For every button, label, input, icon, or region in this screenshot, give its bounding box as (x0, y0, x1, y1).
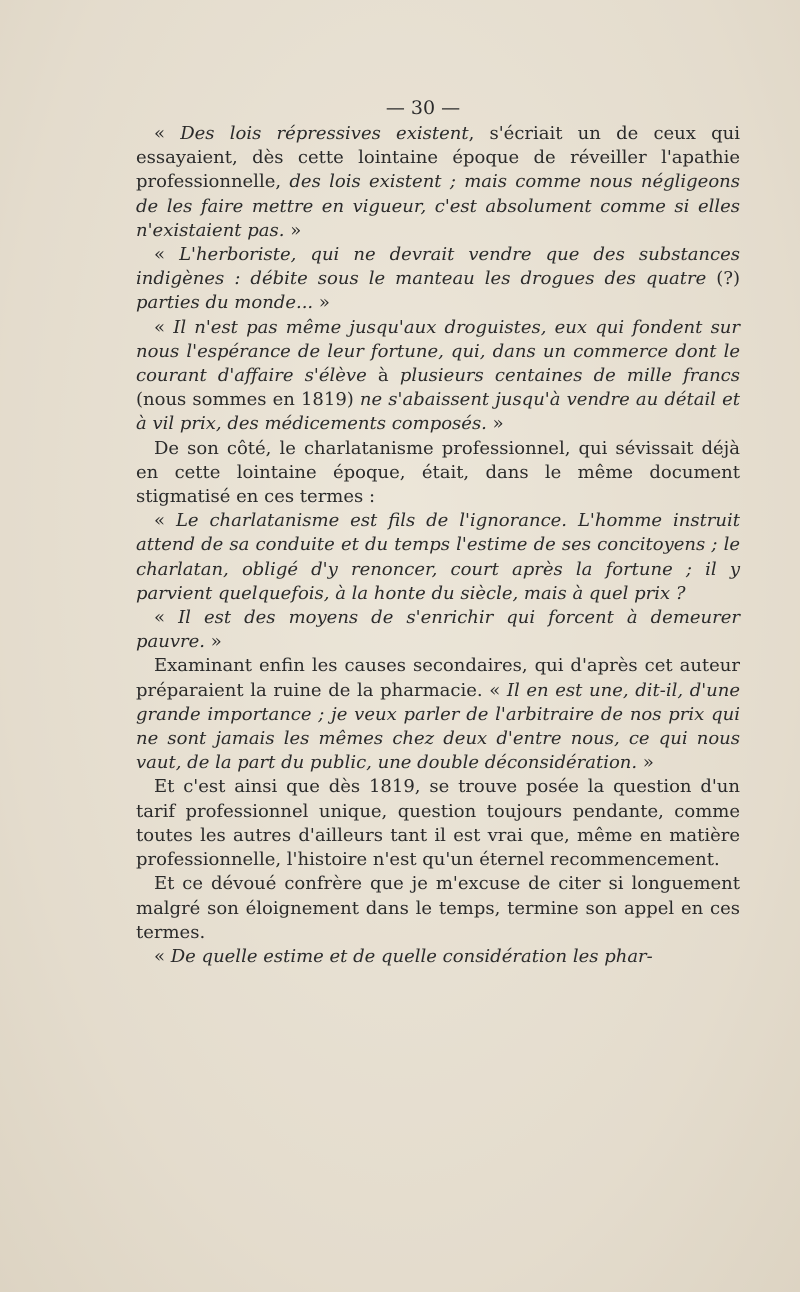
paragraph (136, 509, 740, 606)
text-run: , s'écriait un de ceux qui essayaient, dès cette lointaine époque de réveiller l'apathie professionnelle, (136, 123, 740, 193)
text-run: « (154, 316, 174, 338)
text-run: » (637, 752, 654, 774)
italic-text-run: ne s'abaissent jusqu'à vendre au détail et à vil prix, des médicements composés. (136, 389, 740, 435)
italic-text-run: Il n'est pas même jusqu'aux droguistes, eux qui fondent sur nous l'espérance de leur fortune, qui, dans un commerce dont le courant d'affaire s'élève (136, 316, 741, 387)
italic-text-run: Il en est une, dit-il, d'une grande importance ; je veux parler de l'arbitraire de nos prix qui ne sont jamais les mêmes chez deux d'entre nous, ce qui nous vaut, de la part du public, une double déconsidération. (136, 679, 741, 774)
text-run: (?) (706, 268, 740, 290)
text-run: » (284, 219, 302, 241)
italic-text-run: des lois existent ; mais comme nous négligeons de les faire mettre en vigueur, c'est absolument comme si elles n'existaient pas. (136, 171, 741, 241)
text-run: » (486, 413, 504, 435)
paragraph (136, 606, 740, 654)
paragraph (136, 243, 740, 316)
italic-text-run: Il est des moyens de s'enrichir qui forcent à demeurer pauvre. (136, 607, 741, 653)
paragraph (136, 437, 740, 510)
text-run: « (154, 123, 181, 144)
text-run: à (366, 365, 400, 387)
italic-text-run: Le charlatanisme est fils de l'ignorance. L'homme instruit attend de sa conduite et du temps l'estime de ses concitoyens ; le charlatan, obligé d'y renoncer, court après la fortune ; il y parvient quelquefois, à la honte du siècle, mais à quel prix ? (136, 510, 740, 604)
text-run: Et ce dévoué confrère que je m'excuse de citer si longuement malgré son éloignement dans le temps, termine son appel en ces termes. (136, 873, 740, 943)
italic-text-run: plusieurs centaines de mille francs (399, 365, 740, 387)
text-run: Examinant enfin les causes secondaires, qui d'après cet auteur préparaient la ruine de la pharmacie. « (136, 655, 740, 701)
paragraph (136, 316, 740, 437)
paragraph (136, 945, 740, 969)
text-run: » (205, 631, 222, 653)
book-page (136, 94, 740, 969)
text-run: « (154, 945, 171, 967)
italic-text-run: Des lois répressives existent (180, 123, 469, 144)
text-run: » (313, 292, 330, 314)
text-run: « (154, 510, 176, 532)
paragraph (136, 775, 740, 872)
italic-text-run: De quelle estime et de quelle considération les phar- (170, 945, 653, 967)
paragraph (136, 872, 740, 945)
text-run: « (154, 244, 180, 266)
italic-text-run: L'herboriste, qui ne devrait vendre que des substances indigènes : débite sous le manteau les drogues des quatre (136, 244, 740, 290)
text-run: « (154, 607, 179, 629)
paragraph (136, 122, 740, 243)
text-run: Et c'est ainsi que dès 1819, se trouve posée la question d'un tarif professionnel unique, question toujours pendante, comme toutes les autres d'ailleurs tant il est vrai que, même en matière professionnelle, l'histoire n'est qu'un éternel recommencement. (136, 776, 740, 871)
body-text (136, 122, 740, 969)
text-run: De son côté, le charlatanisme professionnel, qui sévissait déjà en cette lointaine époque, était, dans le même document stigmatisé en ces termes : (136, 437, 740, 508)
paragraph (136, 654, 740, 775)
page-number: — 30 — (385, 97, 461, 119)
italic-text-run: parties du monde... (136, 292, 314, 314)
text-run: (nous sommes en 1819) (136, 389, 360, 411)
